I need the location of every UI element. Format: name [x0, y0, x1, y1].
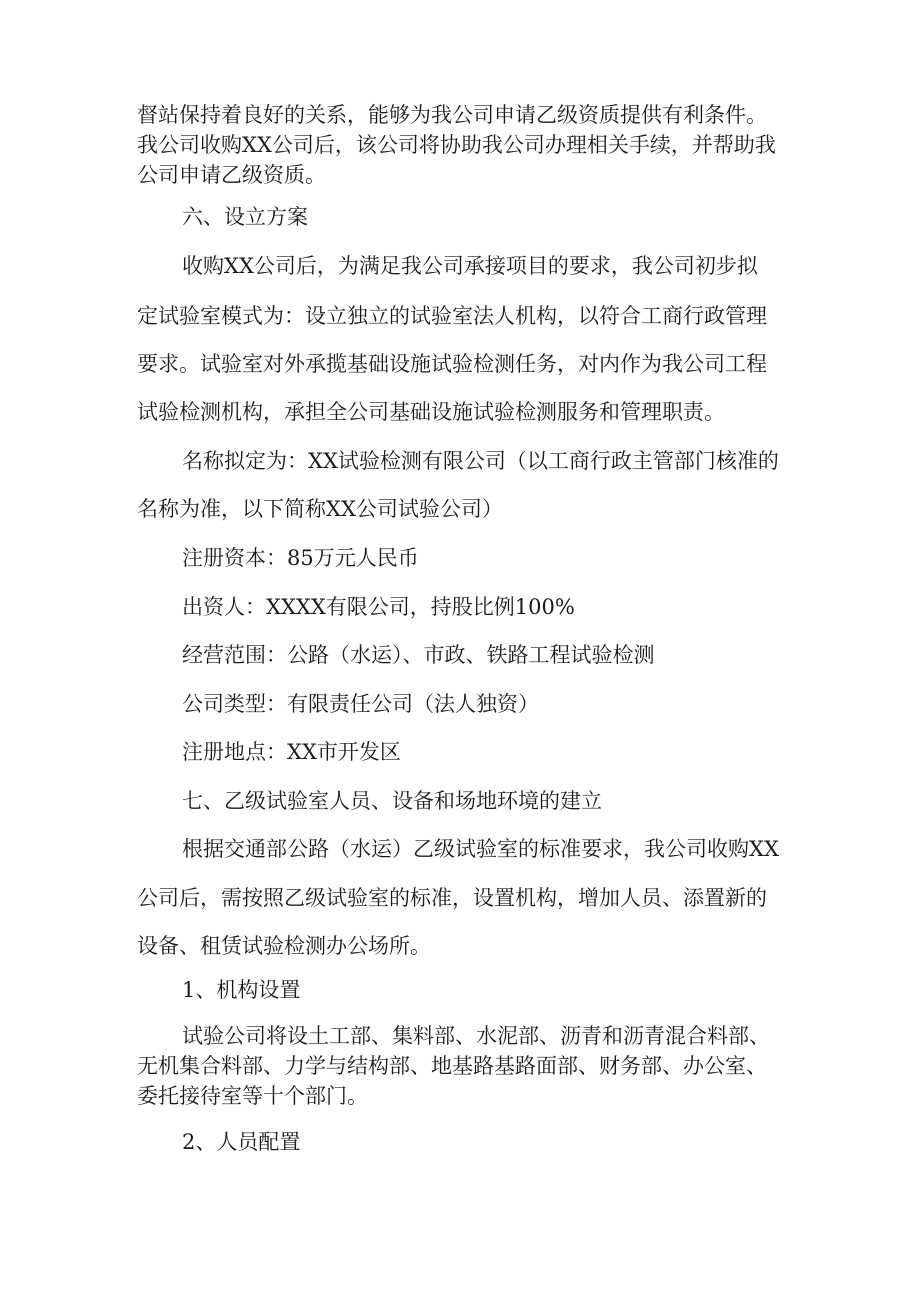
field-registered-capital: 注册资本：85万元人民币	[182, 546, 419, 570]
body-text-line: 督站保持着良好的关系，能够为我公司申请乙级资质提供有利条件。	[137, 103, 767, 127]
body-text-line: 名称为准，以下简称XX公司试验公司）	[137, 497, 503, 521]
body-text-line: 公司后，需按照乙级试验室的标准，设置机构，增加人员、添置新的	[137, 886, 767, 910]
body-text-line: 设备、租赁试验检测办公场所。	[137, 934, 431, 958]
field-registered-address: 注册地点：XX市开发区	[182, 740, 401, 764]
body-text-line: 试验公司将设土工部、集料部、水泥部、沥青和沥青混合料部、	[182, 1024, 770, 1048]
body-text-line: 公司申请乙级资质。	[137, 163, 326, 187]
body-text-line: 委托接待室等十个部门。	[137, 1084, 368, 1108]
subsection-heading: 2、人员配置	[182, 1130, 301, 1154]
field-company-type: 公司类型：有限责任公司（法人独资）	[182, 692, 539, 716]
body-text-line: 要求。试验室对外承揽基础设施试验检测任务，对内作为我公司工程	[137, 352, 767, 376]
body-text-line: 根据交通部公路（水运）乙级试验室的标准要求，我公司收购XX	[182, 837, 779, 861]
body-text-line: 定试验室模式为：设立独立的试验室法人机构，以符合工商行政管理	[137, 304, 767, 328]
field-investor: 出资人：XXXX有限公司，持股比例100%	[182, 595, 575, 619]
section-heading: 六、设立方案	[182, 205, 308, 229]
subsection-heading: 1、机构设置	[182, 978, 301, 1002]
field-business-scope: 经营范围：公路（水运）、市政、铁路工程试验检测	[182, 643, 655, 667]
body-text-line: 试验检测机构，承担全公司基础设施试验检测服务和管理职责。	[137, 400, 725, 424]
body-text-line: 无机集合料部、力学与结构部、地基路基路面部、财务部、办公室、	[137, 1054, 767, 1078]
body-text-line: 我公司收购XX公司后，该公司将协助我公司办理相关手续，并帮助我	[137, 133, 776, 157]
section-heading: 七、乙级试验室人员、设备和场地环境的建立	[182, 789, 602, 813]
body-text-line: 名称拟定为：XX试验检测有限公司（以工商行政主管部门核准的	[182, 449, 779, 473]
body-text-line: 收购XX公司后，为满足我公司承接项目的要求，我公司初步拟	[182, 254, 758, 278]
